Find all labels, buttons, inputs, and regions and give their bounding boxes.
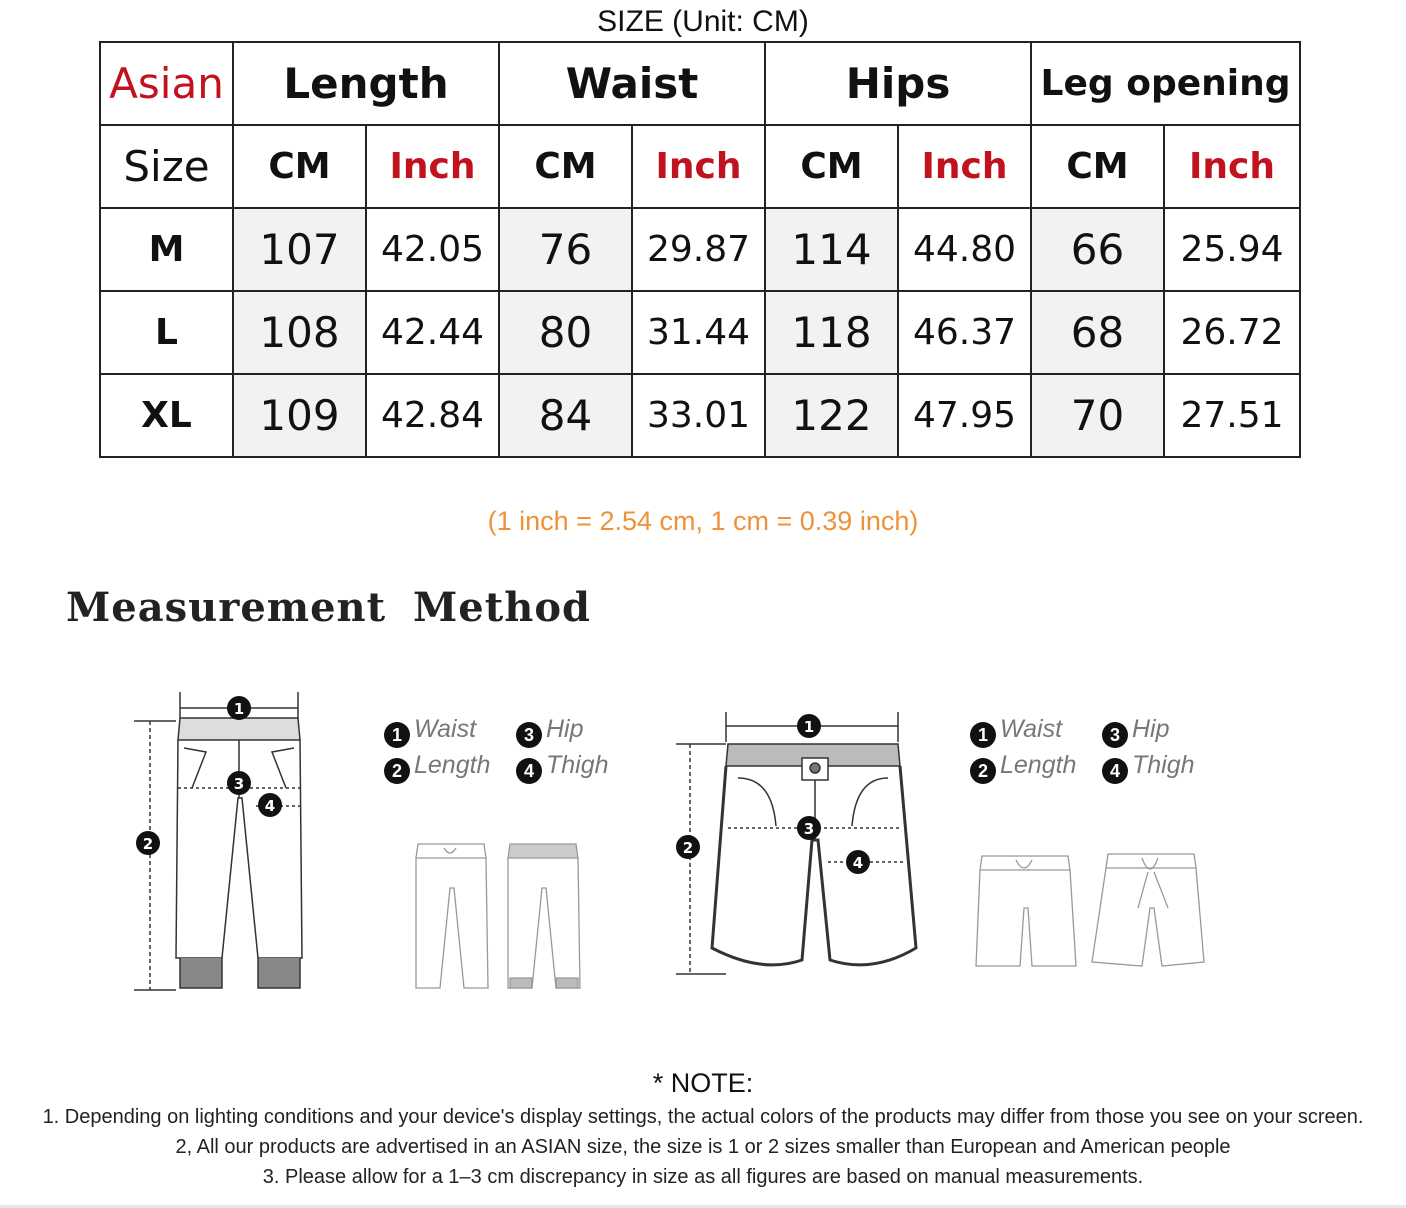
table-cell: 33.01 bbox=[632, 374, 765, 457]
legend-pants bbox=[384, 712, 609, 784]
marker-2: 2 bbox=[142, 835, 154, 853]
marker-4: 4 bbox=[852, 854, 864, 872]
table-row bbox=[100, 374, 1300, 457]
unit-inch: Inch bbox=[898, 125, 1031, 208]
marker-3: 3 bbox=[803, 820, 815, 838]
note-line-3: 3. Please allow for a 1–3 cm discrepancy in size as all figures are based on manual measurements. bbox=[262, 1166, 1144, 1188]
marker-1: 1 bbox=[803, 718, 815, 736]
legend-shorts bbox=[970, 712, 1195, 784]
table-cell: 29.87 bbox=[632, 208, 765, 291]
size-label: XL bbox=[100, 374, 233, 457]
legend-length: Length bbox=[1000, 751, 1077, 779]
header-hips: Hips bbox=[765, 42, 1031, 125]
note-line-1: 1. Depending on lighting conditions and your device's display settings, the actual colors of the products may differ from those you see on your screen. bbox=[42, 1106, 1364, 1128]
header-length: Length bbox=[233, 42, 499, 125]
marker-1-icon: 1 bbox=[384, 722, 410, 748]
header-waist: Waist bbox=[499, 42, 765, 125]
table-cell: 114 bbox=[765, 208, 898, 291]
measurement-method-title: Measurement Method bbox=[66, 584, 591, 631]
table-cell: 66 bbox=[1031, 208, 1164, 291]
chart-title: SIZE (Unit: CM) bbox=[597, 5, 809, 38]
table-cell: 107 bbox=[233, 208, 366, 291]
table-cell: 70 bbox=[1031, 374, 1164, 457]
table-row bbox=[100, 208, 1300, 291]
marker-4-icon: 4 bbox=[516, 758, 542, 784]
table-cell: 76 bbox=[499, 208, 632, 291]
shorts-measurement-figure bbox=[672, 708, 922, 984]
note-title: * NOTE: bbox=[652, 1068, 754, 1098]
note-line-2: 2, All our products are advertised in an ASIAN size, the size is 1 or 2 sizes smaller than European and American people bbox=[175, 1136, 1231, 1158]
conversion-note: (1 inch = 2.54 cm, 1 cm = 0.39 inch) bbox=[487, 506, 919, 536]
pants-thumbnails bbox=[410, 838, 582, 996]
table-cell: 27.51 bbox=[1164, 374, 1300, 457]
legend-thigh: Thigh bbox=[546, 751, 609, 779]
table-cell: 26.72 bbox=[1164, 291, 1300, 374]
table-cell: 109 bbox=[233, 374, 366, 457]
marker-2-icon: 2 bbox=[970, 758, 996, 784]
table-cell: 46.37 bbox=[898, 291, 1031, 374]
unit-cm: CM bbox=[1031, 125, 1164, 208]
unit-cm: CM bbox=[499, 125, 632, 208]
table-cell: 80 bbox=[499, 291, 632, 374]
legend-hip: Hip bbox=[1132, 715, 1170, 743]
unit-inch: Inch bbox=[1164, 125, 1300, 208]
shorts-thumbnails bbox=[972, 848, 1208, 976]
legend-thigh: Thigh bbox=[1132, 751, 1195, 779]
unit-cm: CM bbox=[765, 125, 898, 208]
marker-3-icon: 3 bbox=[1102, 722, 1128, 748]
table-cell: 25.94 bbox=[1164, 208, 1300, 291]
marker-3-icon: 3 bbox=[516, 722, 542, 748]
table-cell: 47.95 bbox=[898, 374, 1031, 457]
marker-2: 2 bbox=[682, 839, 694, 857]
corner-size: Size bbox=[100, 125, 233, 208]
marker-4-icon: 4 bbox=[1102, 758, 1128, 784]
table-cell: 122 bbox=[765, 374, 898, 457]
table-row bbox=[100, 291, 1300, 374]
table-cell: 42.44 bbox=[366, 291, 499, 374]
header-leg-opening: Leg opening bbox=[1031, 42, 1300, 125]
table-cell: 68 bbox=[1031, 291, 1164, 374]
marker-3: 3 bbox=[233, 775, 245, 793]
unit-inch: Inch bbox=[632, 125, 765, 208]
table-cell: 118 bbox=[765, 291, 898, 374]
table-cell: 44.80 bbox=[898, 208, 1031, 291]
pants-measurement-figure bbox=[126, 688, 316, 998]
legend-waist: Waist bbox=[414, 715, 477, 743]
table-cell: 42.84 bbox=[366, 374, 499, 457]
table-cell: 42.05 bbox=[366, 208, 499, 291]
table-cell: 84 bbox=[499, 374, 632, 457]
size-table bbox=[99, 41, 1301, 458]
unit-inch: Inch bbox=[366, 125, 499, 208]
corner-asian: Asian bbox=[100, 42, 233, 125]
size-label: M bbox=[100, 208, 233, 291]
unit-cm: CM bbox=[233, 125, 366, 208]
size-label: L bbox=[100, 291, 233, 374]
table-header-row bbox=[100, 42, 1300, 125]
legend-length: Length bbox=[414, 751, 491, 779]
table-unit-row bbox=[100, 125, 1300, 208]
legend-waist: Waist bbox=[1000, 715, 1063, 743]
legend-hip: Hip bbox=[546, 715, 584, 743]
marker-4: 4 bbox=[264, 797, 276, 815]
marker-1: 1 bbox=[233, 700, 245, 718]
marker-2-icon: 2 bbox=[384, 758, 410, 784]
table-cell: 31.44 bbox=[632, 291, 765, 374]
table-cell: 108 bbox=[233, 291, 366, 374]
marker-1-icon: 1 bbox=[970, 722, 996, 748]
